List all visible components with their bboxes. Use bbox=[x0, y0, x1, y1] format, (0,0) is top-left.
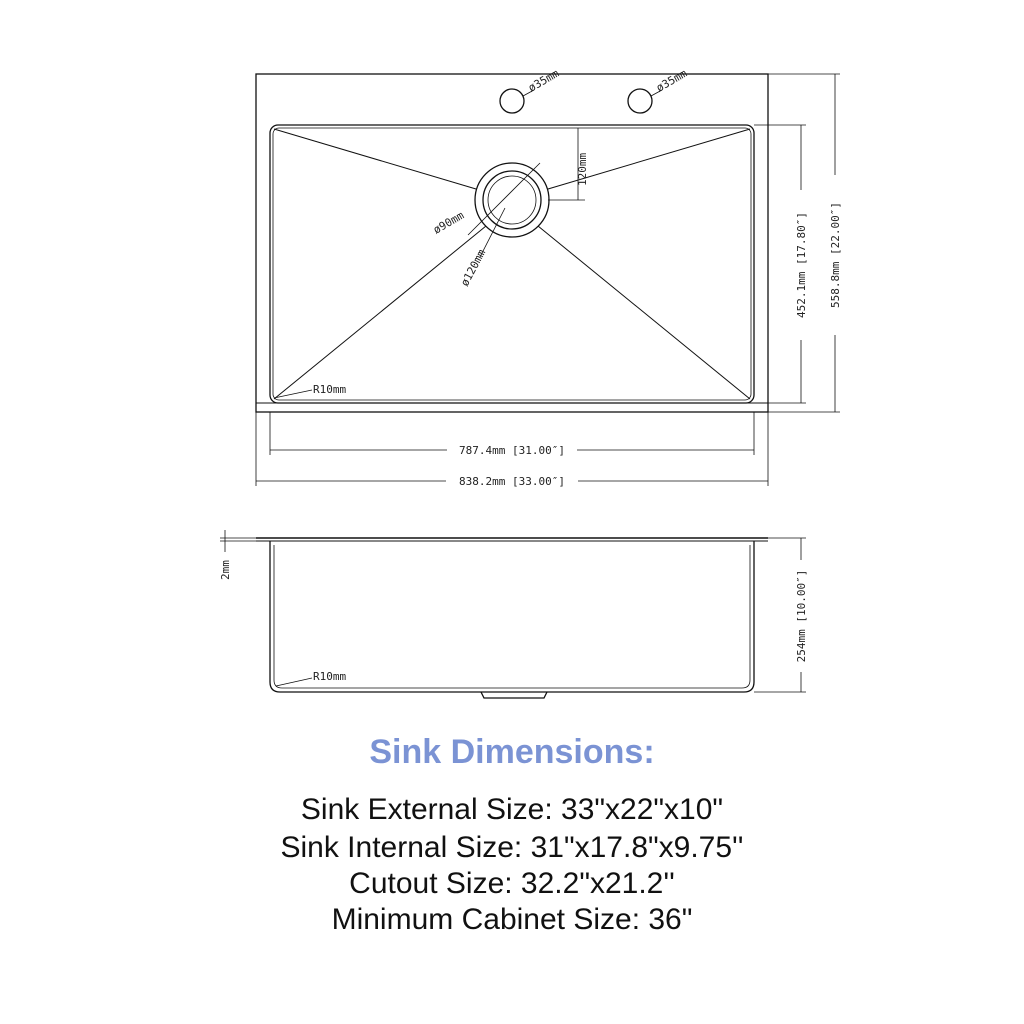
drain-inner-label: ø90mm bbox=[431, 208, 467, 237]
internal-width-label: 787.4mm [31.00″] bbox=[459, 444, 565, 457]
slope-line-br bbox=[538, 226, 750, 399]
external-depth-label: 558.8mm [22.00″] bbox=[829, 202, 842, 308]
drain-offset-label: 120mm bbox=[576, 152, 589, 186]
drain-outer-label: ø120mm bbox=[458, 247, 489, 289]
bowl-depth-label: 254mm [10.00″] bbox=[795, 569, 808, 663]
drain-basket bbox=[488, 176, 536, 224]
side-drain-stub bbox=[481, 692, 547, 698]
drain-inner-ring bbox=[483, 171, 541, 229]
spec-cutout: Cutout Size: 32.2"x21.2'' bbox=[349, 867, 675, 900]
drain-outer-ring bbox=[475, 163, 549, 237]
external-width-label: 838.2mm [33.00″] bbox=[459, 475, 565, 488]
hole-right-label: ø35mm bbox=[654, 66, 690, 95]
bowl-inner-outline bbox=[273, 128, 751, 400]
internal-depth-label: 452.1mm [17.80″] bbox=[795, 212, 808, 318]
bowl-outline bbox=[270, 125, 754, 403]
faucet-hole-right bbox=[628, 89, 652, 113]
caption-title: Sink Dimensions: bbox=[369, 733, 655, 771]
spec-cabinet: Minimum Cabinet Size: 36" bbox=[331, 903, 693, 936]
hole-left-label: ø35mm bbox=[526, 66, 562, 95]
corner-radius-label: R10mm bbox=[313, 383, 347, 396]
faucet-hole-left bbox=[500, 89, 524, 113]
slope-line-bl bbox=[274, 226, 489, 399]
spec-external: Sink External Size: 33"x22"x10" bbox=[300, 793, 724, 826]
side-radius-label: R10mm bbox=[313, 670, 347, 683]
slope-line-tl bbox=[274, 129, 476, 189]
spec-internal: Sink Internal Size: 31"x17.8"x9.75'' bbox=[280, 831, 744, 864]
lip-label: 2mm bbox=[219, 560, 232, 580]
